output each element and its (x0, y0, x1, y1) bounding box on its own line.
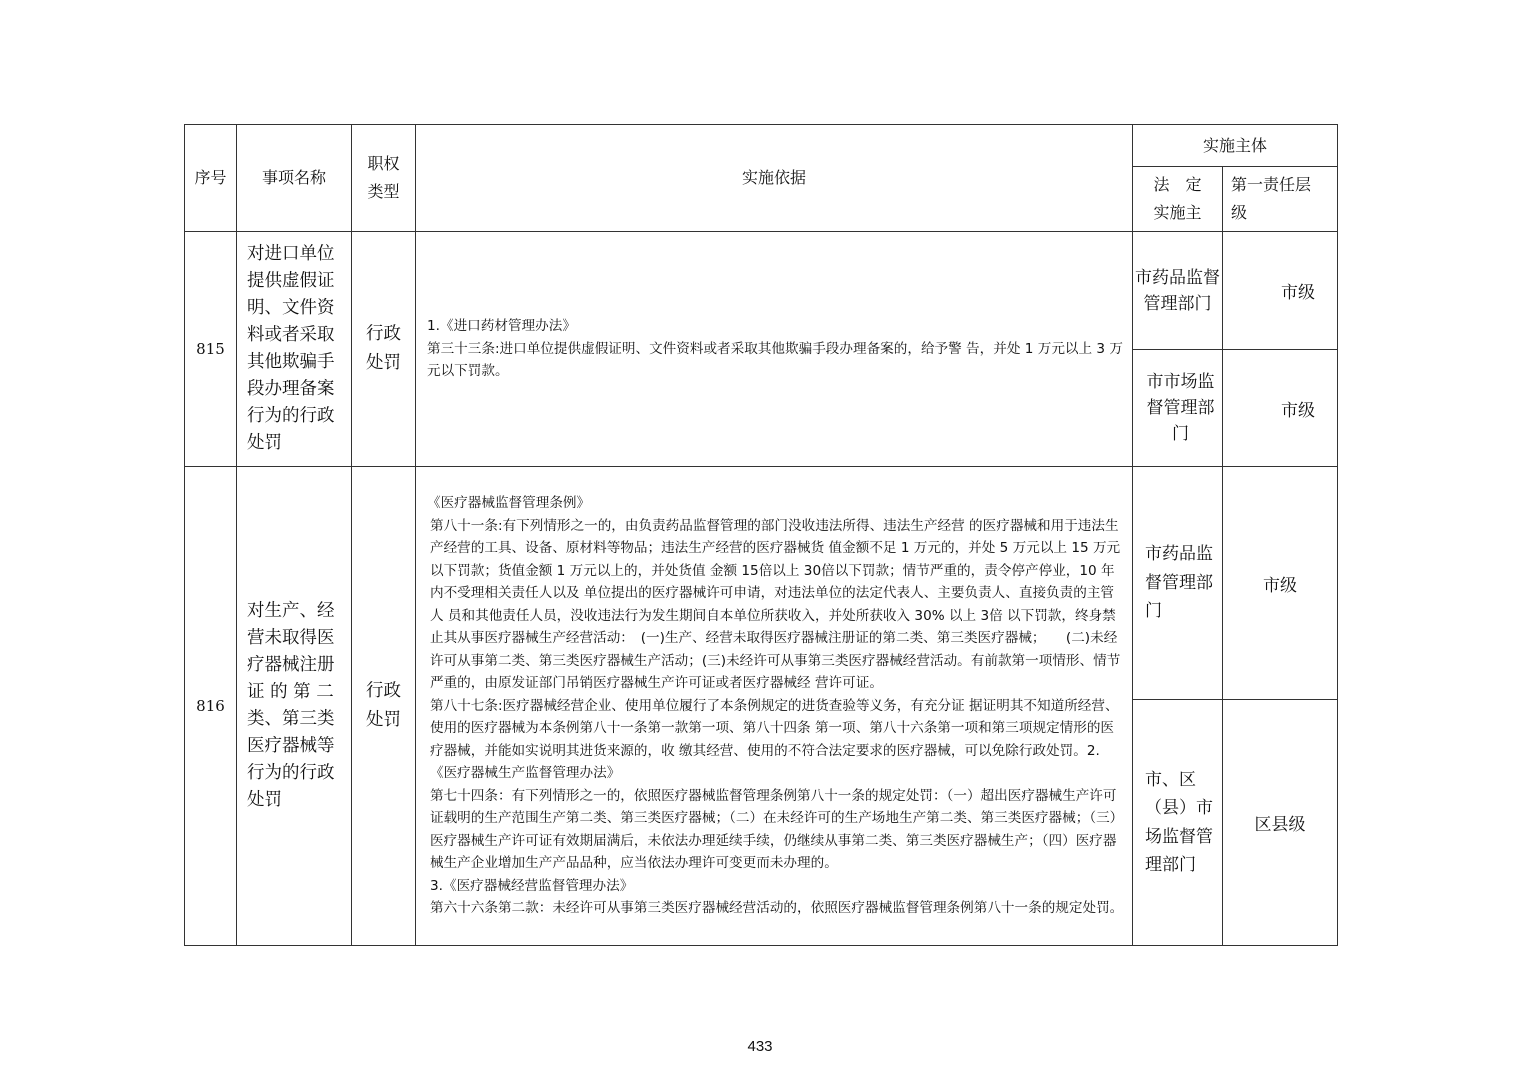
row-name: 对进口单位提供虚假证明、文件资料或者采取其他欺骗手段办理备案行为的行政处罚 (237, 232, 352, 467)
header-type-line1: 职权 (367, 154, 400, 173)
row-seq: 815 (185, 232, 237, 467)
header-type-line2: 类型 (367, 182, 400, 201)
row-seq: 816 (185, 467, 237, 946)
basis-paragraph: 第三十三条:进口单位提供虚假证明、文件资料或者采取其他欺骗手段办理备案的，给予警 告，并处 1 万元以上 3 万元以下罚款。 (427, 340, 1123, 380)
row-power-type (352, 232, 416, 467)
row-level: 市级 (1223, 350, 1338, 467)
basis-paragraph: 1.《进口药材管理办法》 (427, 318, 576, 335)
authority-table (184, 124, 1338, 946)
header-subject-group: 实施主体 (1133, 125, 1338, 167)
row-legal-subject: 市、区（县）市场监督管理部门 (1133, 700, 1223, 946)
basis-paragraph: 第八十七条:医疗器械经营企业、使用单位履行了本条例规定的进货查验等义务，有充分证 据证明其不知道所经营、使用的医疗器械为本条例第八十一条第一款第一项、第八十四条 第一项、第八十六条第一项和第三项规定情形的医疗器械，并能如实说明其进货来源的，收 缴其经营、使用的不符合法定要求的医疗器械，可以免除行政处罚。2.《医疗器械生产监督管理办法》 (430, 697, 1119, 782)
basis-paragraph: 第七十四条：有下列情形之一的，依照医疗器械监督管理条例第八十一条的规定处罚：（一）超出医疗器械生产许可证载明的生产范围生产第二类、第三类医疗器械；（二）在未经许可的生产场地生产第二类、第三类医疗器械；（三）医疗器械生产许可证有效期届满后，未依法办理延续手续，仍继续从事第二类、第三类医疗器械生产；（四）医疗器械生产企业增加生产产品品种，应当依法办理许可变更而未办理的。 (430, 787, 1124, 872)
basis-paragraph: 第八十一条:有下列情形之一的，由负责药品监督管理的部门没收违法所得、违法生产经营 的医疗器械和用于违法生产经营的工具、设备、原材料等物品；违法生产经营的医疗器械货 值金额不足 1 万元的，并处 5 万元以上 15 万元以下罚款；货值金额 1 万元以上的，并处货值 金额 15倍以上 30倍以下罚款；情节严重的，责令停产停业，10 年内不受理相关责任人以及 单位提出的医疗器械许可申请，对违法单位的法定代表人、主要负责人、直接负责的主管人 员和其他责任人员，没收违法行为发生期间自本单位所获收入，并处所获收入 30% 以上 3倍 以下罚款，终身禁止其从事医疗器械生产经营活动： (一)生产、经营未取得医疗器械注册证的第二类、第三类医疗器械； (二)未经许可从事第二类、第三类医疗器械生产活动；(三)未经许可从事第三类医疗器械经营活动。有前款第一项情形、情节严重的，由原发证部门吊销医疗器械生产许可证或者医疗器械经 营许可证。 (430, 517, 1121, 692)
header-basis: 实施依据 (416, 125, 1133, 232)
header-legal-line2: 实施主 (1153, 203, 1202, 222)
header-type (352, 125, 416, 232)
page-number: 433 (747, 1038, 773, 1055)
header-level-line1: 第一责任层 (1231, 175, 1312, 194)
row-level: 区县级 (1223, 700, 1338, 946)
table-row (185, 467, 1338, 700)
row-type-line1: 行政 (366, 324, 401, 344)
row-legal-subject: 市药品监督管理部门 (1133, 232, 1223, 350)
header-legal-subject (1133, 167, 1223, 232)
table-row (185, 232, 1338, 350)
row-name: 对生产、经营未取得医疗器械注册证 的 第 二 类、第三类医疗器械等行为的行政处罚 (237, 467, 352, 946)
basis-paragraph: 第六十六条第二款：未经许可从事第三类医疗器械经营活动的，依照医疗器械监督管理条例第八十一条的规定处罚。 (430, 900, 1124, 917)
row-level: 市级 (1223, 467, 1338, 700)
header-legal-line1: 法 定 (1153, 175, 1202, 194)
basis-paragraph: 3.《医疗器械经营监督管理办法》 (430, 877, 634, 894)
header-level-line2: 级 (1231, 203, 1248, 222)
header-row-1 (185, 125, 1338, 167)
header-name: 事项名称 (237, 125, 352, 232)
row-type-line1: 行政 (366, 681, 401, 701)
row-basis (416, 467, 1133, 946)
header-level (1223, 167, 1338, 232)
row-legal-subject: 市市场监督管理部门 (1133, 350, 1223, 467)
row-type-line2: 处罚 (366, 353, 401, 373)
row-level: 市级 (1223, 232, 1338, 350)
row-power-type (352, 467, 416, 946)
row-legal-subject: 市药品监督管理部门 (1133, 467, 1223, 700)
header-seq: 序号 (185, 125, 237, 232)
row-basis (416, 232, 1133, 467)
basis-paragraph: 《医疗器械监督管理条例》 (427, 495, 591, 512)
row-type-line2: 处罚 (366, 710, 401, 730)
